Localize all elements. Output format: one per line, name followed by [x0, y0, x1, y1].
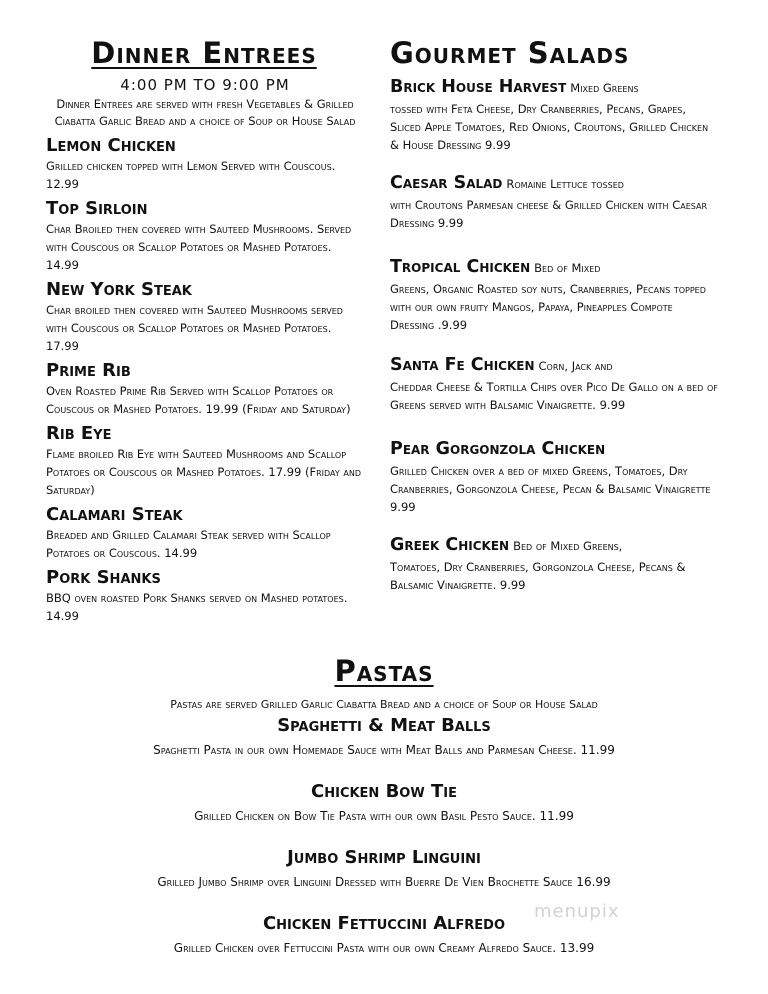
- menupix-watermark: menupix: [534, 901, 620, 922]
- menu-item-name: Jumbo Shrimp Linguini: [287, 847, 481, 868]
- menu-item: [390, 438, 720, 516]
- menu-item-description: with Croutons Parmesan cheese & Grilled Chicken with Caesar Dressing 9.99: [390, 198, 708, 230]
- dinner-entrees-section: [46, 36, 364, 625]
- menu-item: [46, 504, 364, 562]
- menu-item-name: Pork Shanks: [46, 567, 161, 588]
- pastas-title: Pastas: [334, 654, 434, 688]
- menu-item-description: Greens, Organic Roasted soy nuts, Cranberries, Pecans topped with our own fruity Mangos, Papaya, Pineapples Compote Dressing .9.99: [390, 282, 706, 332]
- menu-item-name: Caesar Salad: [390, 173, 503, 193]
- menu-item-name: Top Sirloin: [46, 198, 148, 219]
- menu-item-description: BBQ oven roasted Pork Shanks served on Mashed potatoes. 14.99: [46, 591, 348, 623]
- menu-item-description: Grilled Chicken over a bed of mixed Greens, Tomatoes, Dry Cranberries, Gorgonzola Cheese, Pecan & Balsamic Vinaigrette 9.99: [390, 464, 711, 514]
- menu-item-name: Brick House Harvest: [390, 77, 567, 97]
- menu-item-description: Char Broiled then covered with Sauteed Mushrooms. Served with Couscous or Scallop Potatoes or Mashed Potatoes. 14.99: [46, 222, 352, 272]
- menu-item-name: Lemon Chicken: [46, 135, 176, 156]
- dinner-entrees-title: Dinner Entrees: [91, 36, 317, 70]
- menu-item-description: Spaghetti Pasta in our own Homemade Sauce with Meat Balls and Parmesan Cheese. 11.99: [153, 743, 615, 757]
- menu-item-description: Tomatoes, Dry Cranberries, Gorgonzola Cheese, Pecans & Balsamic Vinaigrette. 9.99: [390, 560, 686, 592]
- menu-item: [390, 534, 720, 594]
- menu-item-name: Spaghetti & Meat Balls: [277, 715, 491, 736]
- menu-item: [390, 76, 720, 154]
- menu-item: [390, 256, 720, 334]
- menu-item: [20, 715, 748, 759]
- menu-item-description: Cheddar Cheese & Tortilla Chips over Pico De Gallo on a bed of Greens served with Balsamic Vinaigrette. 9.99: [390, 380, 718, 412]
- menu-item: [46, 135, 364, 193]
- menu-item: [20, 781, 748, 825]
- menu-item-description: Grilled Jumbo Shrimp over Linguini Dressed with Buerre De Vien Brochette Sauce 16.99: [157, 875, 611, 889]
- menu-item-name: Tropical Chicken: [390, 257, 531, 277]
- menu-item-name: Pear Gorgonzola Chicken: [390, 439, 606, 459]
- menu-item-description: Grilled chicken topped with Lemon Served with Couscous. 12.99: [46, 159, 336, 191]
- gourmet-salads-title: Gourmet Salads: [390, 36, 630, 70]
- menu-item-description: Grilled Chicken on Bow Tie Pasta with our own Basil Pesto Sauce. 11.99: [194, 809, 574, 823]
- menu-item-name: Rib Eye: [46, 423, 112, 444]
- menu-item-description: Breaded and Grilled Calamari Steak served with Scallop Potatoes or Couscous. 14.99: [46, 528, 331, 560]
- menu-item-description: Grilled Chicken over Fettuccini Pasta with our own Creamy Alfredo Sauce. 13.99: [173, 941, 595, 955]
- dinner-hours: 4:00 PM TO 9:00 PM: [120, 76, 290, 94]
- menu-item: [390, 354, 720, 414]
- menu-item: [46, 567, 364, 625]
- menu-item-description: Char broiled then covered with Sauteed Mushrooms served with Couscous or Scallop Potatoes or Mashed Potatoes. 17.99: [46, 303, 343, 353]
- menu-item: [46, 423, 364, 499]
- menu-item-name: Prime Rib: [46, 360, 131, 381]
- pastas-section: [20, 654, 748, 957]
- menu-item-description: Flame broiled Rib Eye with Sauteed Mushrooms and Scallop Potatoes or Couscous or Mashed Potatoes. 17.99 (Friday and Saturday): [46, 447, 362, 497]
- gourmet-salads-section: [390, 36, 720, 594]
- menu-item-name: Santa Fe Chicken: [390, 355, 535, 375]
- menu-item-lead: Bed of Mixed: [534, 261, 601, 275]
- menu-item-name: Chicken Fettuccini Alfredo: [262, 913, 506, 934]
- menu-item-description: Oven Roasted Prime Rib Served with Scallop Potatoes or Couscous or Mashed Potatoes. 19.99 (Friday and Saturday): [46, 384, 351, 416]
- menu-item-lead: Corn, Jack and: [538, 359, 613, 373]
- menu-item-lead: Bed of Mixed Greens,: [513, 539, 623, 553]
- menu-item-lead: Mixed Greens: [570, 81, 639, 95]
- menu-item: [46, 360, 364, 418]
- menu-item: [46, 279, 364, 355]
- menu-item: [390, 172, 720, 232]
- dinner-intro: Dinner Entrees are served with fresh Vegetables & Grilled Ciabatta Garlic Bread and a choice of Soup or House Salad: [54, 97, 356, 128]
- menu-item: [20, 913, 748, 957]
- menu-item-name: New York Steak: [46, 279, 192, 300]
- menu-item-description: tossed with Feta Cheese, Dry Cranberries, Pecans, Grapes, Sliced Apple Tomatoes, Red Onions, Croutons, Grilled Chicken & House Dressing 9.99: [390, 102, 709, 152]
- menu-item-lead: Romaine Lettuce tossed: [506, 177, 624, 191]
- menu-item: [46, 198, 364, 274]
- menu-item-name: Chicken Bow Tie: [311, 781, 457, 802]
- menu-item: [20, 847, 748, 891]
- menu-item-name: Calamari Steak: [46, 504, 183, 525]
- menu-item-name: Greek Chicken: [390, 535, 510, 555]
- pastas-intro: Pastas are served Grilled Garlic Ciabatta Bread and a choice of Soup or House Salad: [170, 698, 598, 711]
